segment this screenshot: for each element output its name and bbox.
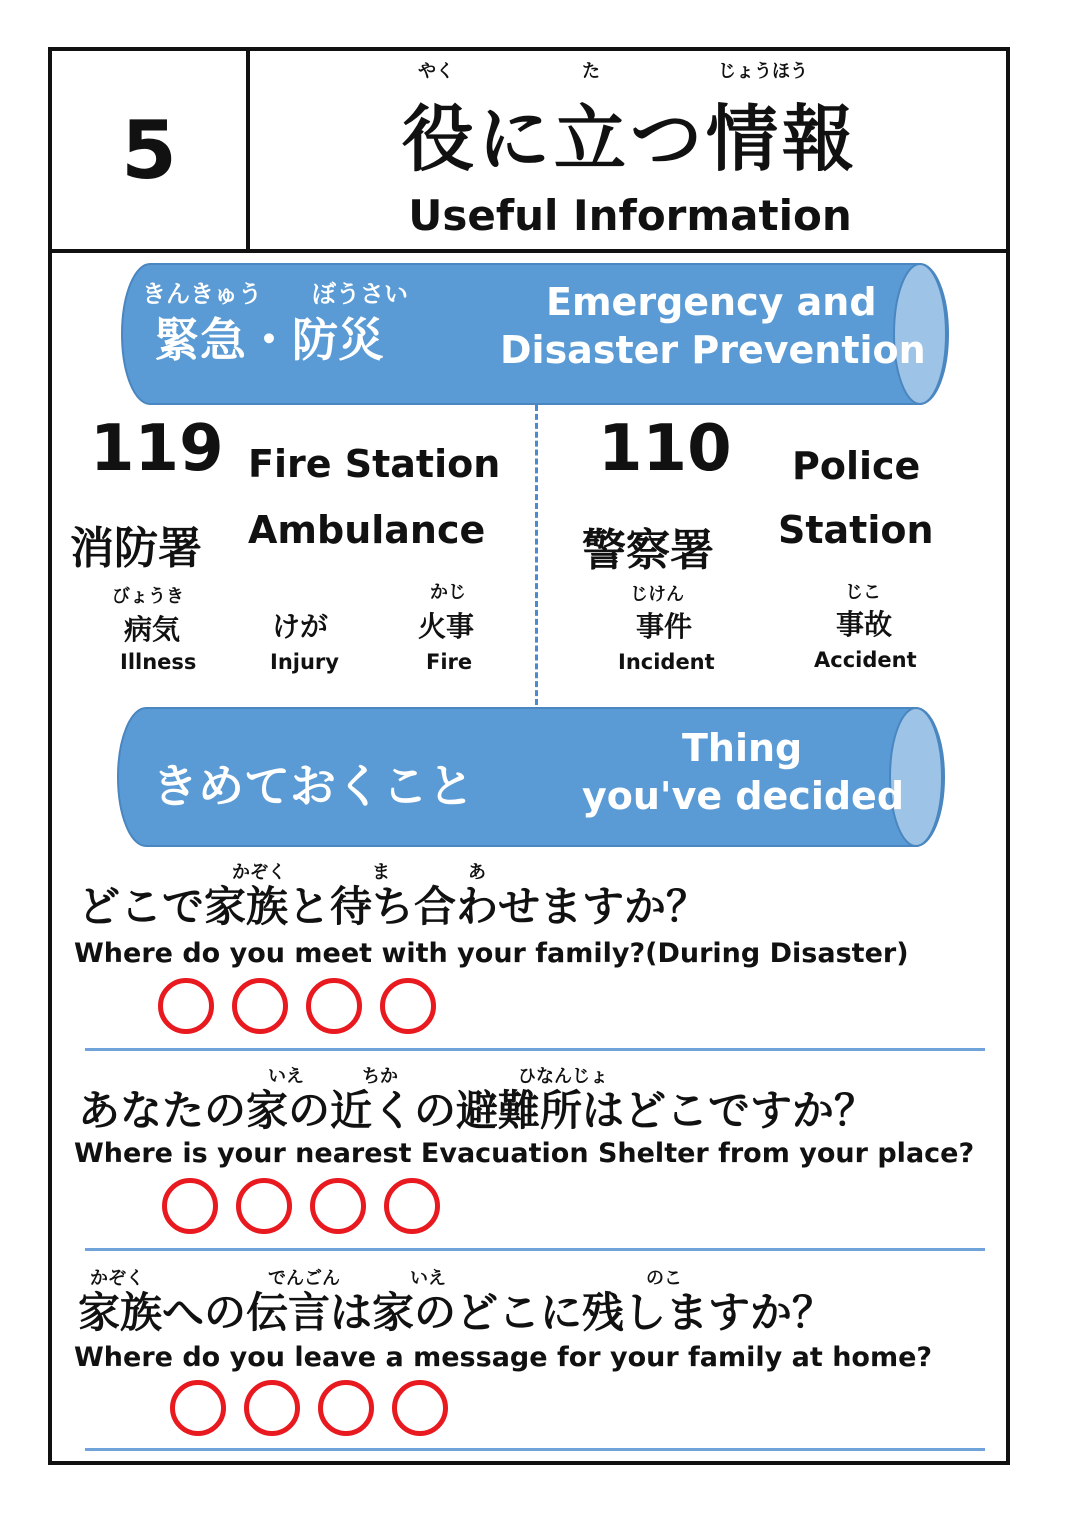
- decided-banner: [116, 706, 946, 848]
- q3-answer-circle-1: [170, 1380, 226, 1436]
- fire-item-3-ruby: かじ: [430, 582, 466, 603]
- header-bottom-border: [52, 249, 1006, 253]
- q1-ruby-2: ま: [372, 862, 390, 883]
- fire-number: 119: [90, 412, 224, 486]
- q1-answer-circle-2: [232, 978, 288, 1034]
- q1-answer-circle-4: [380, 978, 436, 1034]
- fire-item-1-en: Illness: [120, 650, 197, 674]
- title-ruby-2: た: [582, 61, 600, 82]
- emergency-label-en-2: Disaster Prevention: [500, 328, 926, 372]
- police-item-1-en: Incident: [618, 650, 715, 674]
- decided-label-jp: きめておくこと: [152, 759, 474, 813]
- fire-item-1-jp: 病気: [124, 613, 181, 646]
- title-ruby-1: やく: [418, 61, 454, 82]
- emergency-banner: [120, 262, 950, 406]
- column-divider: [535, 405, 538, 705]
- fire-name-en-2: Ambulance: [248, 508, 486, 552]
- emergency-label-jp: 緊急・防災: [154, 313, 384, 367]
- q3-answer-circle-4: [392, 1380, 448, 1436]
- q1-answer-circle-3: [306, 978, 362, 1034]
- q2-ruby-1: いえ: [268, 1066, 304, 1087]
- police-item-2-en: Accident: [814, 648, 917, 672]
- q1-ruby-3: あ: [468, 862, 486, 883]
- title-ruby-3: じょうほう: [718, 61, 808, 82]
- q1-answer-circle-1: [158, 978, 214, 1034]
- police-number: 110: [598, 412, 732, 486]
- q2-answer-circle-4: [384, 1178, 440, 1234]
- q3-answer-circle-2: [244, 1380, 300, 1436]
- q3-ruby-2: でんごん: [268, 1268, 340, 1289]
- fire-item-2-jp: けが: [272, 610, 329, 643]
- q2-ruby-2: ちか: [362, 1066, 398, 1087]
- q2-en: Where is your nearest Evacuation Shelter from your place?: [74, 1138, 975, 1169]
- police-item-2-jp: 事故: [836, 608, 893, 641]
- fire-name-jp: 消防署: [70, 523, 202, 574]
- page-title-jp: 役に立つ情報: [401, 97, 858, 181]
- decided-label-en-2: you've decided: [582, 774, 905, 818]
- q3-answer-circle-3: [318, 1380, 374, 1436]
- police-item-1-jp: 事件: [636, 610, 693, 643]
- section-number: 5: [121, 103, 177, 197]
- police-name-jp: 警察署: [582, 525, 714, 576]
- fire-item-1-ruby: びょうき: [112, 586, 184, 607]
- police-item-1-ruby: じけん: [630, 584, 684, 605]
- q2-answer-circle-2: [236, 1178, 292, 1234]
- emergency-label-en-1: Emergency and: [546, 280, 877, 324]
- q1-ruby-1: かぞく: [232, 862, 286, 883]
- q2-ruby-3: ひなんじょ: [518, 1066, 608, 1087]
- q1-en: Where do you meet with your family?(During Disaster): [74, 938, 909, 969]
- q3-ruby-3: いえ: [410, 1268, 446, 1289]
- decided-label-en-1: Thing: [682, 726, 803, 770]
- fire-name-en-1: Fire Station: [248, 442, 501, 486]
- q3-ruby-4: のこ: [646, 1268, 682, 1289]
- fire-item-3-jp: 火事: [418, 610, 475, 643]
- q2-rule: [85, 1248, 985, 1251]
- q2-answer-circle-1: [162, 1178, 218, 1234]
- fire-item-2-en: Injury: [270, 650, 339, 674]
- q2-answer-circle-3: [310, 1178, 366, 1234]
- q3-en: Where do you leave a message for your family at home?: [74, 1342, 933, 1373]
- q3-rule: [85, 1448, 985, 1451]
- fire-item-3-en: Fire: [426, 650, 473, 674]
- emergency-ruby-1: きんきゅう: [142, 280, 262, 308]
- q1-jp: どこで家族と待ち合わせますか？: [78, 882, 709, 931]
- q1-rule: [85, 1048, 985, 1051]
- q3-jp: 家族への伝言は家のどこに残しますか？: [78, 1288, 835, 1337]
- q2-jp: あなたの家の近くの避難所はどこですか？: [78, 1086, 877, 1135]
- page-title-en: Useful Information: [408, 191, 852, 240]
- police-name-en-1: Police: [792, 444, 921, 488]
- police-name-en-2: Station: [778, 508, 934, 552]
- police-item-2-ruby: じこ: [845, 582, 881, 603]
- emergency-ruby-2: ぼうさい: [312, 280, 408, 308]
- q3-ruby-1: かぞく: [90, 1268, 144, 1289]
